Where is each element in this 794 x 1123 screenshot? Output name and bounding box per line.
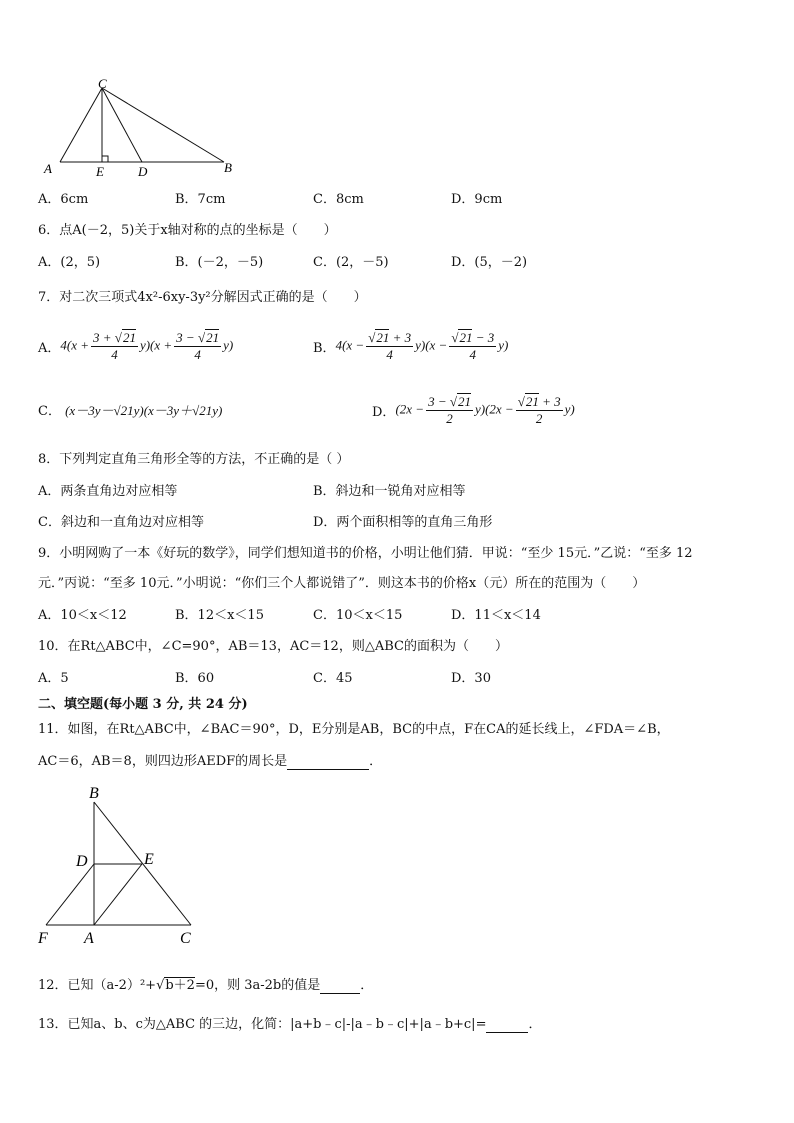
q10-option-c: C．45	[313, 671, 353, 686]
q9-line2: 元．”丙说：“至多 10元．”小明说：“你们三个人都说错了”．则这本书的价格x（元）所在的范围为（ ）	[38, 576, 646, 591]
segment-fd	[46, 864, 94, 925]
label-f: F	[38, 930, 48, 947]
triangle-figure-q11	[34, 782, 204, 948]
q7-a-label: A．	[38, 340, 61, 356]
q12-end: ．	[360, 978, 374, 993]
q13-text: 13．已知a、b、c为△ABC 的三边，化简：|a+b﹣c|-|a﹣b﹣c|+|a﹣b+c|=	[38, 1017, 487, 1032]
sqrt-sign: √	[156, 978, 165, 993]
label-c: C	[180, 930, 191, 947]
q6-stem: 6．点A(－2，5)关于x轴对称的点的坐标是（ ）	[38, 223, 337, 238]
label-d: D	[76, 853, 88, 870]
q7-c-expr: (x－3y－√21y)(x－3y＋√21y)	[65, 403, 223, 418]
q7-a-expr: 4(x + $\frac{3 + √21}{4}$ y)(x + $\frac{3 - √21}{4}$ y)	[60, 329, 234, 362]
q5-option-d: D．9cm	[451, 192, 503, 207]
q6-option-b: B．(－2，－5)	[175, 255, 264, 270]
q12	[38, 974, 373, 994]
q8-option-b: B．斜边和一锐角对应相等	[313, 484, 466, 499]
q12-text-pre: 12．已知（a-2）²+	[38, 978, 157, 993]
q11-line1: 11．如图，在Rt△ABC中，∠BAC＝90°，D，E分别是AB，BC的中点，F在CA的延长线上，∠FDA＝∠B，	[38, 722, 670, 737]
q7-b-expr: 4(x − $\frac{√21 + 3}{4}$ y)(x − $\frac{√21 - 3}{4}$ y)	[335, 329, 509, 362]
q7-option-b	[313, 326, 508, 366]
q6-option-a: A．(2，5)	[38, 255, 101, 270]
q9-line1: 9．小明网购了一本《好玩的数学》，同学们想知道书的价格，小明让他们猜．甲说：“至少 15元．”乙说：“至多 12	[38, 546, 693, 561]
q7-d-expr: (2x − $\frac{3 - √21}{2}$ y)(2x − $\frac{√21 + 3}{2}$ y)	[395, 393, 575, 426]
q7-b-label: B．	[313, 340, 336, 356]
q11-line2-text: AC＝6，AB＝8，则四边形AEDF的周长是	[38, 754, 288, 769]
label-b: B	[89, 785, 99, 802]
q13-end: ．	[528, 1017, 542, 1032]
q9-option-d: D．11＜x＜14	[451, 608, 541, 623]
q6-option-c: C．(2，－5)	[313, 255, 389, 270]
q12-text-post: =0，则 3a-2b的值是	[194, 978, 321, 993]
label-e: E	[144, 851, 154, 868]
q11-line2-end: ．	[369, 754, 383, 769]
q9-option-b: B．12＜x＜15	[175, 608, 264, 623]
q7-d-label: D．	[372, 404, 396, 420]
q12-radicand: b＋2	[165, 978, 195, 993]
segment-ac	[60, 88, 102, 162]
q7-option-d	[372, 390, 575, 430]
q8-option-a: A．两条直角边对应相等	[38, 484, 178, 499]
q8-stem: 8．下列判定直角三角形全等的方法，不正确的是（ ）	[38, 452, 350, 467]
label-a: A	[44, 161, 52, 176]
section-title-fill-in: 二、填空题(每小题 3 分, 共 24 分)	[38, 697, 248, 712]
label-c: C	[98, 76, 107, 91]
q10-stem: 10．在Rt△ABC中，∠C=90°，AB＝13，AC＝12，则△ABC的面积为（ ）	[38, 639, 508, 654]
q7-option-c	[38, 400, 222, 419]
label-b: B	[224, 160, 232, 175]
q11-answer-blank[interactable]	[287, 754, 369, 770]
q12-answer-blank[interactable]	[320, 978, 360, 994]
q6-option-d: D．(5，－2)	[451, 255, 528, 270]
label-a: A	[84, 930, 94, 947]
q10-option-b: B．60	[175, 671, 215, 686]
label-e: E	[96, 164, 104, 179]
q5-option-a: A．6cm	[38, 192, 89, 207]
label-d: D	[138, 164, 148, 179]
q11-line2	[38, 750, 382, 770]
q7-option-a	[38, 326, 233, 366]
q5-option-b: B．7cm	[175, 192, 226, 207]
segment-ae	[94, 864, 142, 925]
q13-answer-blank[interactable]	[486, 1017, 528, 1033]
q9-option-c: C．10＜x＜15	[313, 608, 403, 623]
q7-stem: 7．对二次三项式4x²-6xy-3y²分解因式正确的是（ ）	[38, 290, 367, 305]
q7-c-label: C．	[38, 404, 61, 419]
q10-option-a: A．5	[38, 671, 69, 686]
triangle-figure-q5	[38, 76, 238, 181]
q9-option-a: A．10＜x＜12	[38, 608, 127, 623]
right-angle-mark	[102, 156, 108, 162]
q8-option-d: D．两个面积相等的直角三角形	[313, 515, 493, 530]
q5-option-c: C．8cm	[313, 192, 364, 207]
segment-cd	[102, 88, 142, 162]
q13	[38, 1013, 541, 1033]
q10-option-d: D．30	[451, 671, 491, 686]
q8-option-c: C．斜边和一直角边对应相等	[38, 515, 204, 530]
segment-cb	[102, 88, 224, 162]
